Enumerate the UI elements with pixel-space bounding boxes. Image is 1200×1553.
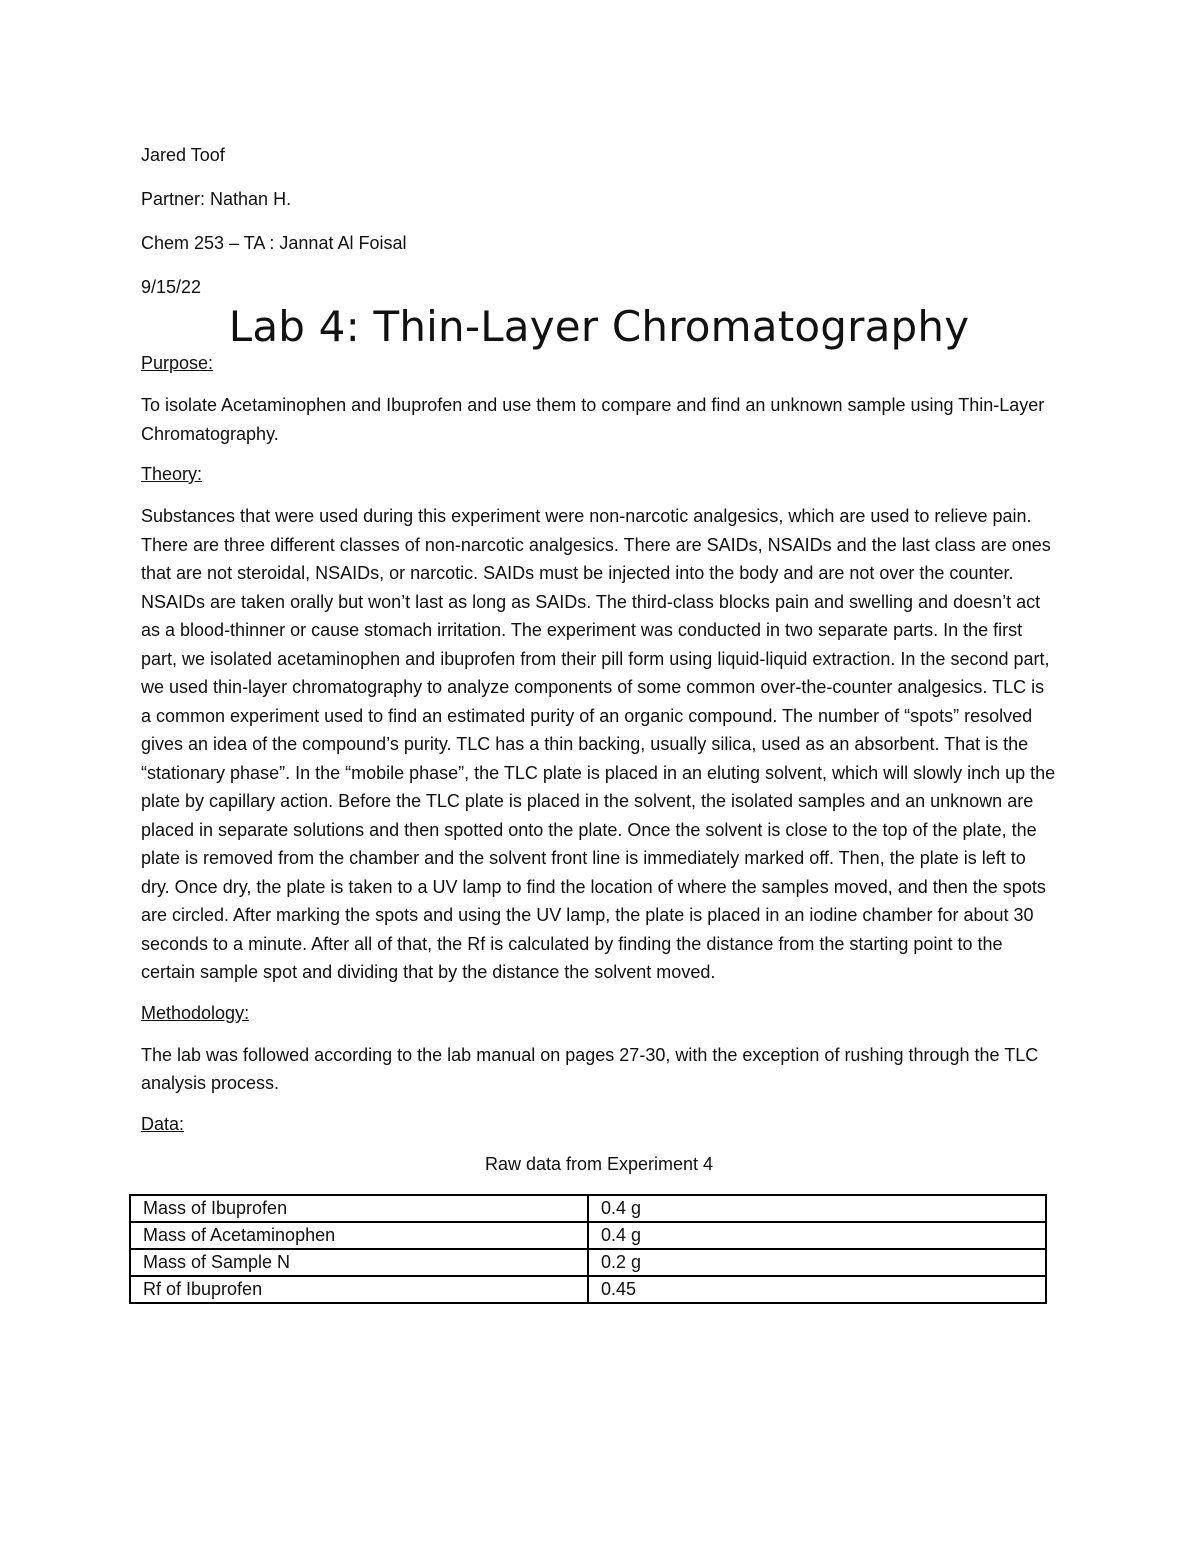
row-label: Rf of Ibuprofen (130, 1276, 588, 1303)
course-line: Chem 253 – TA : Jannat Al Foisal (141, 233, 407, 253)
purpose-heading: Purpose: (141, 353, 214, 373)
methodology-heading: Methodology: (141, 1002, 250, 1023)
table-row (130, 1249, 1046, 1276)
raw-data-table (129, 1194, 1047, 1304)
table-row (130, 1276, 1046, 1303)
row-value: 0.4 g (588, 1222, 1046, 1249)
document-title: Lab 4: Thin-Layer Chromatography (228, 302, 970, 351)
theory-heading: Theory: (141, 464, 203, 484)
date-line: 9/15/22 (141, 277, 202, 297)
row-label: Mass of Acetaminophen (130, 1222, 588, 1249)
purpose-text: To isolate Acetaminophen and Ibuprofen and use them to compare and find an unknown sample using Thin-Layer Chromatography. (141, 395, 1045, 444)
partner-line: Partner: Nathan H. (141, 189, 292, 209)
table-row (130, 1222, 1046, 1249)
theory-text: Substances that were used during this experiment were non-narcotic analgesics, which are used to relieve pain. There are three different classes of non-narcotic analgesics. There are SAIDs, NSAIDs and the last class are ones that are not steroidal, NSAIDs, or narcotic. SAIDs must be injected into the body and are not over the counter. NSAIDs are taken orally but won’t last as long as SAIDs. The third-class blocks pain and swelling and doesn’t act as a blood-thinner or cause stomach irritation. The experiment was conducted in two separate parts. In the first part, we isolated acetaminophen and ibuprofen from their pill form using liquid-liquid extraction. In the second part, we used thin-layer chromatography to analyze components of some common over-the-counter analgesics. TLC is a common experiment used to find an estimated purity of an organic compound. The number of “spots” resolved gives an idea of the compound’s purity. TLC has a thin backing, usually silica, used as an absorbent. That is the “stationary phase”. In the “mobile phase”, the TLC plate is placed in an eluting solvent, which will slowly inch up the plate by capillary action. Before the TLC plate is placed in the solvent, the isolated samples and an unknown are placed in separate solutions and then spotted onto the plate. Once the solvent is close to the top of the plate, the plate is removed from the chamber and the solvent front line is immediately marked off. Then, the plate is left to dry. Once dry, the plate is taken to a UV lamp to find the location of where the samples moved, and then the spots are circled. After marking the spots and using the UV lamp, the plate is placed in an iodine chamber for about 30 seconds to a minute. After all of that, the Rf is calculated by finding the distance from the starting point to the certain sample spot and dividing that by the distance the solvent moved. (141, 506, 1056, 982)
methodology-text: The lab was followed according to the lab manual on pages 27-30, with the exception of rushing through the TLC analysis process. (141, 1044, 1039, 1093)
row-label: Mass of Ibuprofen (130, 1195, 588, 1222)
data-heading: Data: (141, 1113, 185, 1134)
row-value: 0.45 (588, 1276, 1046, 1303)
row-value: 0.2 g (588, 1249, 1046, 1276)
document-page (141, 143, 1057, 1304)
author-name: Jared Toof (141, 145, 225, 165)
row-label: Mass of Sample N (130, 1249, 588, 1276)
table-row (130, 1195, 1046, 1222)
row-value: 0.4 g (588, 1195, 1046, 1222)
table-caption: Raw data from Experiment 4 (484, 1153, 714, 1174)
